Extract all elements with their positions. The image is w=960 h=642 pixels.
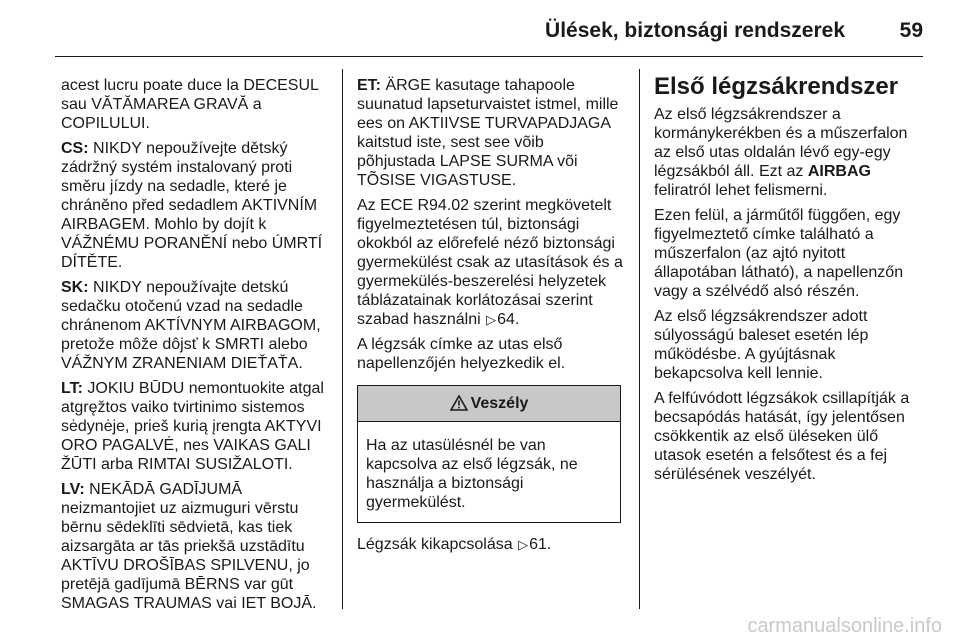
paragraph-label-location: A légzsák címke az utas első napellenzőjén helyezkedik el. [357,336,566,372]
danger-warning-title: Veszély [470,395,529,412]
section-heading: Első légzsákrendszer [654,73,899,100]
paragraph-inflated-airbags: A felfúvódott légzsákok csillapítják a becsapódás hatását, így jelentősen csökkentik az első üléseken ülő utasok esetén a felsőtest és a fej sérülésének veszélyét. [654,390,910,483]
paragraph-lt-warning: LT: JOKIU BŪDU nemontuokite atgal atgręžtos vaiko tvirtinimo sistemos sėdynėje, prieš kurią įrengta AKTYVI ORO PAGALVĖ, nes VAIKAS GALI ŽŪTI arba RIMTAI SUSIŽALOTI. [61,380,324,473]
paragraph-sk-warning: SK: NIKDY nepoužívajte detskú sedačku otočenú vzad na sedadle chránenom AKTÍVNYM AIRBAGOM, pretože môže dôjsť k SMRTI alebo VÁŽNYM ZRANENIAM DIEŤAŤA. [61,279,321,372]
danger-warning-box [357,385,621,523]
page-header [55,0,923,57]
column-divider [342,69,343,609]
paragraph-warning-label: Ezen felül, a járműtől függően, egy figyelmeztető címke található a műszerfalon (az ajtó nyitott állapotában látható), a napellenzőn vagy a szélvédő alsó részén. [654,207,904,300]
paragraph-front-airbag-system: Az első légzsákrendszer a kormánykerékben és a műszerfalon az első utas oldalán lévő egy-egy légzsákból áll. Ezt az AIRBAG feliratról lehet felismerni. [654,106,908,199]
page-reference-link[interactable]: 64. [497,311,520,328]
language-code-lt: LT: [61,380,83,397]
danger-warning-header [358,386,620,422]
column-left [61,76,331,619]
page-reference-arrow-icon: ▷ [486,312,497,327]
language-code-cs: CS: [61,140,89,157]
paragraph-ro-continued: acest lucru poate duce la DECESUL sau VĂTĂMAREA GRAVĂ a COPILULUI. [61,77,319,132]
danger-warning-body: Ha az utasülésnél be van kapcsolva az első légzsák, ne használja a biztonsági gyermekülést. [366,437,578,511]
warning-triangle-icon [450,395,468,411]
language-code-lv: LV: [61,481,85,498]
running-header-title: Ülések, biztonsági rendszerek [545,19,845,42]
column-divider [639,69,640,609]
paragraph-lv-warning: LV: NEKĀDĀ GADĪJUMĀ neizmantojiet uz aizmuguri vērstu bērnu sēdeklīti sēdvietā, kas tiek aizsargāta ar tās priekšā uzstādītu AKTĪVU DROŠĪBAS SPILVENU, jo pretējā gadījumā BĒRNS var gūt SMAGAS TRAUMAS vai IET BOJĀ. [61,481,317,612]
language-code-et: ET: [357,77,381,94]
language-code-sk: SK: [61,279,89,296]
column-right [654,73,924,490]
paragraph-airbag-deactivation: Légzsák kikapcsolása ▷61. [357,536,552,553]
site-watermark: carmanualsonline.info [747,615,942,637]
page-reference-arrow-icon: ▷ [518,537,529,552]
page-reference-link[interactable]: 61. [529,536,552,553]
paragraph-activation: Az első légzsákrendszer adott súlyosságú baleset esetén lép működésbe. A gyújtásnak bekapcsolva kell lennie. [654,308,869,382]
paragraph-ece-regulation: Az ECE R94.02 szerint megkövetelt figyelmeztetésen túl, biztonsági okokból az előrefelé néző biztonsági gyermekülést csak az utasítások és a gyermekülés-beszerelési helyzetek táblázatainak korlátozásai szerint szabad használni ▷64. [357,197,623,328]
paragraph-et-warning: ET: ÄRGE kasutage tahapoole suunatud lapseturvaistet istmel, mille ees on AKTIIVSE TURVAPADJAGA kaitstud iste, sest see võib põhjustada LAPSE SURMA või TÕSISE VIGASTUSE. [357,77,619,189]
airbag-label-term: AIRBAG [807,163,871,180]
paragraph-cs-warning: CS: NIKDY nepoužívejte dětský zádržný systém instalovaný proti směru jízdy na sedadle, které je chráněno před sedadlem AKTIVNÍM AIRBAGEM. Mohlo by dojít k VÁŽNÉMU PORANĚNÍ nebo ÚMRTÍ DÍTĚTE. [61,140,323,271]
column-middle [357,76,625,560]
page-number: 59 [899,19,923,42]
